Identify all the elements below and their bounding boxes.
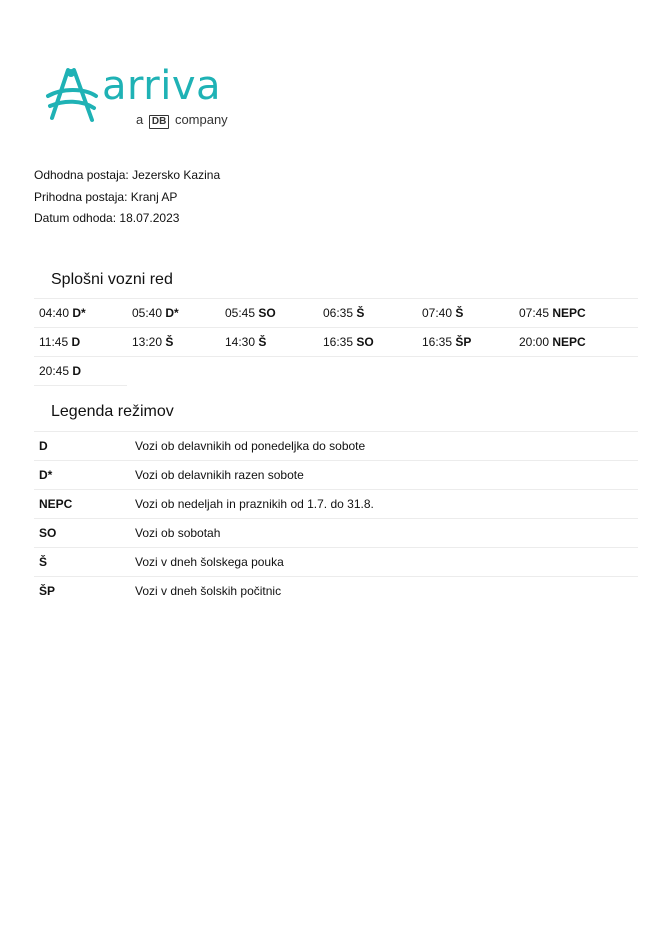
- legend-code: D*: [39, 468, 53, 482]
- timetable-entry: [318, 299, 417, 328]
- mode-code: Š: [356, 306, 365, 320]
- timetable-entry: [417, 328, 514, 357]
- timetable-entry: [34, 299, 127, 328]
- legend-code: D: [39, 439, 48, 453]
- legend-row: [34, 519, 638, 548]
- timetable-entry: [127, 299, 220, 328]
- legend-code: Š: [39, 555, 48, 569]
- arrival-station: Prihodna postaja: Kranj AP: [34, 189, 178, 204]
- departure-time: 14:30: [225, 335, 256, 349]
- timetable-entry: [318, 328, 417, 357]
- legend-row: [34, 548, 638, 577]
- timetable-entry: [514, 328, 638, 357]
- mode-code: Š: [165, 335, 174, 349]
- legend-code: ŠP: [39, 584, 56, 598]
- legend-description: Vozi v dneh šolskega pouka: [135, 555, 284, 569]
- trip-info: [34, 165, 220, 230]
- mode-code: SO: [258, 306, 276, 320]
- departure-time: 20:00: [519, 335, 550, 349]
- departure-time: 11:45: [39, 335, 69, 349]
- db-company-tagline: [136, 113, 228, 129]
- legend-description: Vozi ob delavnikih razen sobote: [135, 468, 304, 482]
- departure-time: 07:45: [519, 306, 550, 320]
- legend-row: [34, 577, 638, 605]
- mode-code: ŠP: [455, 335, 472, 349]
- mode-code: D: [71, 335, 81, 349]
- timetable-entry: [220, 299, 318, 328]
- arriva-emblem-icon: [44, 66, 100, 124]
- legend-description: Vozi ob sobotah: [135, 526, 221, 540]
- mode-code: NEPC: [552, 335, 586, 349]
- departure-station: Odhodna postaja: Jezersko Kazina: [34, 168, 221, 182]
- legend-code: NEPC: [39, 497, 73, 511]
- timetable-grid: [34, 298, 638, 386]
- legend-description: Vozi ob nedeljah in praznikih od 1.7. do 31.8.: [135, 497, 374, 511]
- arriva-wordmark: arriva: [102, 63, 221, 109]
- mode-code: SO: [356, 335, 374, 349]
- mode-code: Š: [455, 306, 464, 320]
- mode-code: Š: [258, 335, 267, 349]
- legend-row: [34, 490, 638, 519]
- legend-description: Vozi ob delavnikih od ponedeljka do sobote: [135, 439, 366, 453]
- legend-code: SO: [39, 526, 57, 540]
- departure-time: 20:45: [39, 364, 70, 378]
- timetable-title: Splošni vozni red: [51, 271, 173, 288]
- timetable-entry: [417, 299, 514, 328]
- timetable-entry: [34, 328, 127, 357]
- db-logo: DB: [149, 115, 169, 129]
- legend-description: Vozi v dneh šolskih počitnic: [135, 584, 282, 598]
- departure-time: 06:35: [323, 306, 354, 320]
- departure-time: 13:20: [132, 335, 163, 349]
- legend-table: [34, 431, 638, 605]
- timetable-entry: [220, 328, 318, 357]
- departure-time: 05:45: [225, 306, 256, 320]
- departure-time: 05:40: [132, 306, 163, 320]
- tagline-suffix: company: [174, 112, 228, 127]
- mode-code: D*: [165, 306, 179, 320]
- timetable-entry: [514, 299, 638, 328]
- mode-code: NEPC: [552, 306, 586, 320]
- departure-time: 07:40: [422, 306, 453, 320]
- tagline-prefix: a: [136, 112, 144, 127]
- timetable-entry: [34, 357, 127, 386]
- legend-title: Legenda režimov: [51, 403, 174, 420]
- departure-time: 16:35: [422, 335, 453, 349]
- departure-time: 16:35: [323, 335, 354, 349]
- arriva-logo: [44, 63, 244, 132]
- timetable-entry: [127, 328, 220, 357]
- departure-date: Datum odhoda: 18.07.2023: [34, 211, 180, 225]
- mode-code: D*: [72, 306, 86, 320]
- departure-time: 04:40: [39, 306, 70, 320]
- mode-code: D: [72, 364, 82, 378]
- legend-row: [34, 461, 638, 490]
- legend-row: [34, 432, 638, 461]
